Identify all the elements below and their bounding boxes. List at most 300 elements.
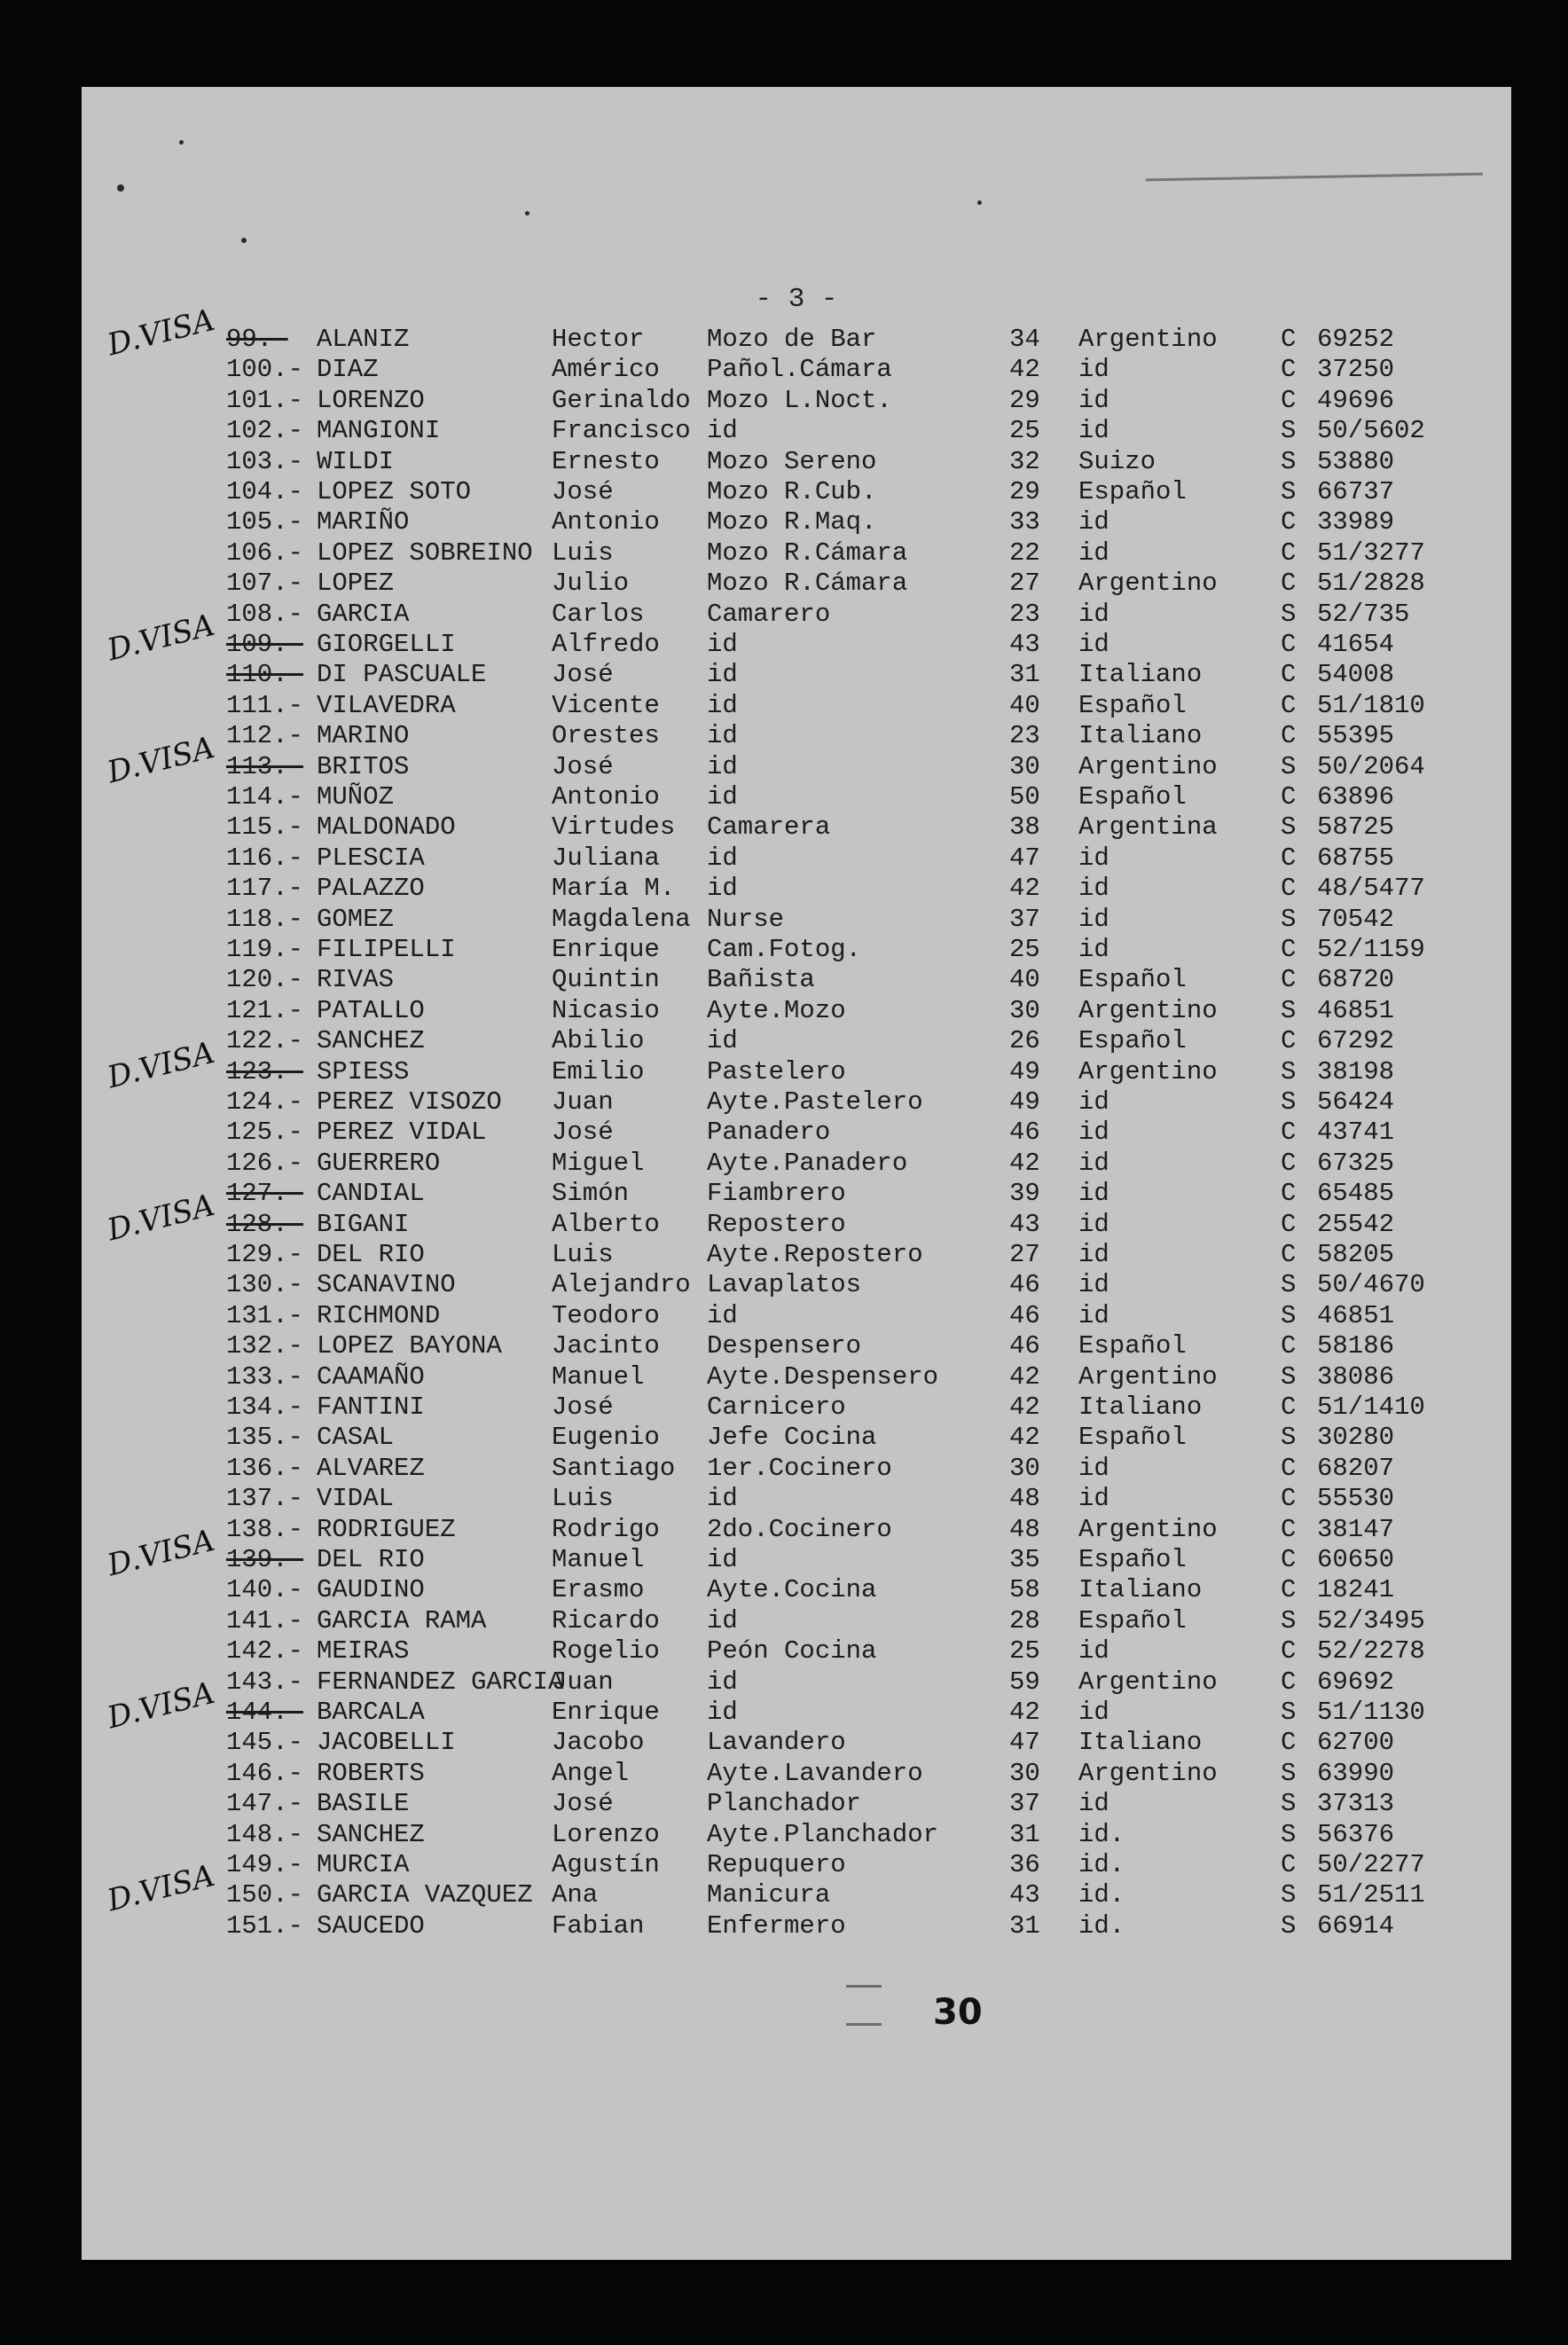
cell-nationality: id bbox=[1078, 385, 1109, 415]
cell-age: 23 bbox=[1009, 721, 1040, 751]
footer-page-number: 30 bbox=[933, 1992, 983, 2033]
cell-occupation: id bbox=[707, 416, 738, 446]
cell-name: SANCHEZ bbox=[317, 1819, 425, 1849]
cell-occupation: id bbox=[707, 1545, 738, 1574]
cell-age: 47 bbox=[1009, 843, 1040, 873]
cell-nationality: Español bbox=[1078, 782, 1187, 812]
cell-occupation: 2do.Cocinero bbox=[707, 1514, 892, 1544]
cell-first-name: Lorenzo bbox=[552, 1819, 660, 1849]
cell-occupation: Lavandero bbox=[707, 1728, 846, 1758]
cell-name: FILIPELLI bbox=[317, 935, 456, 964]
cell-num: 123.- bbox=[226, 1056, 304, 1086]
cell-first-name: Angel bbox=[552, 1758, 630, 1788]
cell-civil: C bbox=[1281, 935, 1297, 964]
cell-doc: 58205 bbox=[1317, 1240, 1395, 1269]
handwritten-annotation: D.VISA bbox=[104, 729, 218, 790]
table-row bbox=[82, 477, 1511, 507]
cell-occupation: id bbox=[707, 1300, 738, 1330]
cell-first-name: Gerinaldo bbox=[552, 385, 691, 415]
cell-civil: C bbox=[1281, 1545, 1297, 1574]
table-row bbox=[82, 1789, 1511, 1819]
cell-nationality: Argentino bbox=[1078, 1514, 1218, 1544]
cell-age: 46 bbox=[1009, 1331, 1040, 1361]
table-row bbox=[82, 447, 1511, 477]
cell-name: GUERRERO bbox=[317, 1148, 441, 1178]
table-row bbox=[82, 721, 1511, 751]
table-row bbox=[82, 1362, 1511, 1392]
table-row bbox=[82, 1575, 1511, 1605]
table-row bbox=[82, 1667, 1511, 1698]
cell-num: 114.- bbox=[226, 782, 304, 812]
cell-age: 43 bbox=[1009, 1209, 1040, 1239]
cell-age: 33 bbox=[1009, 507, 1040, 537]
cell-name: PEREZ VISOZO bbox=[317, 1087, 502, 1117]
cell-name: FERNANDEZ GARCIA bbox=[317, 1667, 564, 1697]
cell-first-name: Alberto bbox=[552, 1209, 660, 1239]
cell-civil: S bbox=[1281, 477, 1297, 506]
cell-civil: C bbox=[1281, 507, 1297, 537]
cell-name: BRITOS bbox=[317, 751, 410, 781]
cell-civil: S bbox=[1281, 1270, 1297, 1300]
cell-nationality: id bbox=[1078, 1453, 1109, 1483]
cell-doc: 68720 bbox=[1317, 965, 1395, 995]
handwritten-annotation: D.VISA bbox=[104, 1674, 218, 1737]
table-row bbox=[82, 1392, 1511, 1423]
cell-occupation: Ayte.Cocina bbox=[707, 1575, 877, 1605]
cell-civil: C bbox=[1281, 721, 1297, 751]
cell-first-name: Ricardo bbox=[552, 1605, 660, 1635]
cell-first-name: Luis bbox=[552, 1240, 614, 1269]
scan-line bbox=[1146, 173, 1483, 182]
cell-age: 42 bbox=[1009, 1392, 1040, 1422]
cell-nationality: Italiano bbox=[1078, 660, 1203, 690]
cell-occupation: Repuquero bbox=[707, 1850, 846, 1879]
table-row bbox=[82, 1850, 1511, 1880]
cell-num: 107.- bbox=[226, 569, 304, 599]
ink-speck bbox=[525, 211, 529, 216]
cell-civil: S bbox=[1281, 446, 1297, 476]
cell-name: LOPEZ SOTO bbox=[317, 477, 472, 506]
cell-age: 26 bbox=[1009, 1026, 1040, 1056]
cell-name: CASAL bbox=[317, 1423, 395, 1453]
table-row bbox=[82, 1026, 1511, 1056]
cell-num: 132.- bbox=[226, 1331, 304, 1361]
cell-age: 42 bbox=[1009, 874, 1040, 904]
cell-nationality: Español bbox=[1078, 1423, 1187, 1453]
cell-civil: C bbox=[1281, 630, 1297, 659]
cell-first-name: Francisco bbox=[552, 416, 691, 446]
cell-nationality: id bbox=[1078, 1270, 1109, 1300]
cell-doc: 51/3277 bbox=[1317, 537, 1425, 568]
cell-occupation: Pañol.Cámara bbox=[707, 355, 892, 385]
cell-name: GIORGELLI bbox=[317, 630, 456, 659]
cell-num: 151.- bbox=[226, 1910, 304, 1941]
cell-doc: 50/5602 bbox=[1317, 416, 1425, 446]
cell-doc: 63990 bbox=[1317, 1758, 1395, 1788]
cell-occupation: id bbox=[707, 1698, 738, 1727]
cell-nationality: Suizo bbox=[1078, 446, 1156, 476]
cell-age: 31 bbox=[1009, 1910, 1040, 1941]
cell-num: 118.- bbox=[226, 904, 304, 934]
cell-nationality: id bbox=[1078, 1179, 1109, 1209]
cell-doc: 52/2278 bbox=[1317, 1636, 1425, 1667]
cell-occupation: Mozo R.Cámara bbox=[707, 537, 908, 568]
cell-name: JACOBELLI bbox=[317, 1728, 456, 1758]
cell-nationality: Argentina bbox=[1078, 812, 1218, 843]
cell-doc: 67292 bbox=[1317, 1026, 1395, 1056]
cell-num: 108.- bbox=[226, 599, 304, 629]
cell-civil: C bbox=[1281, 660, 1297, 690]
cell-age: 49 bbox=[1009, 1056, 1040, 1086]
cell-nationality: Argentino bbox=[1078, 1361, 1218, 1392]
table-row bbox=[82, 935, 1511, 965]
cell-first-name: Alfredo bbox=[552, 630, 660, 659]
cell-num: 134.- bbox=[226, 1392, 304, 1422]
cell-name: BARCALA bbox=[317, 1698, 425, 1727]
cell-age: 29 bbox=[1009, 477, 1040, 506]
table-row bbox=[82, 1606, 1511, 1636]
cell-num: 143.- bbox=[226, 1667, 304, 1697]
cell-occupation: Planchador bbox=[707, 1789, 862, 1819]
cell-num: 120.- bbox=[226, 965, 304, 995]
cell-nationality: id bbox=[1078, 1087, 1109, 1117]
cell-name: MARIÑO bbox=[317, 507, 410, 537]
cell-age: 35 bbox=[1009, 1545, 1040, 1574]
cell-civil: S bbox=[1281, 1605, 1297, 1635]
cell-name: PEREZ VIDAL bbox=[317, 1118, 487, 1148]
cell-civil: S bbox=[1281, 995, 1297, 1025]
cell-occupation: Carnicero bbox=[707, 1392, 846, 1422]
cell-name: DI PASCUALE bbox=[317, 660, 487, 690]
cell-occupation: Despensero bbox=[707, 1331, 862, 1361]
cell-name: WILDI bbox=[317, 446, 395, 476]
cell-doc: 48/5477 bbox=[1317, 874, 1425, 904]
cell-age: 36 bbox=[1009, 1850, 1040, 1879]
cell-age: 29 bbox=[1009, 385, 1040, 415]
cell-civil: S bbox=[1281, 1300, 1297, 1330]
cell-occupation: Mozo R.Cámara bbox=[707, 569, 908, 599]
cell-age: 49 bbox=[1009, 1087, 1040, 1117]
cell-occupation: Jefe Cocina bbox=[707, 1423, 877, 1453]
cell-nationality: id bbox=[1078, 599, 1109, 629]
cell-name: GAUDINO bbox=[317, 1575, 425, 1605]
cell-age: 48 bbox=[1009, 1484, 1040, 1514]
cell-name: MANGIONI bbox=[317, 416, 441, 446]
cell-age: 46 bbox=[1009, 1270, 1040, 1300]
cell-num: 138.- bbox=[226, 1514, 304, 1544]
cell-doc: 53880 bbox=[1317, 446, 1395, 476]
cell-occupation: id bbox=[707, 843, 738, 873]
cell-num: 137.- bbox=[226, 1484, 304, 1514]
page-number: - 3 - bbox=[755, 284, 838, 315]
cell-civil: S bbox=[1281, 1789, 1297, 1819]
cell-first-name: Carlos bbox=[552, 599, 645, 629]
cell-first-name: Juan bbox=[552, 1087, 614, 1117]
cell-first-name: Rodrigo bbox=[552, 1514, 660, 1544]
table-row bbox=[82, 965, 1511, 995]
cell-num: 104.- bbox=[226, 477, 304, 506]
cell-doc: 25542 bbox=[1317, 1209, 1395, 1239]
cell-civil: S bbox=[1281, 1423, 1297, 1453]
cell-name: RIVAS bbox=[317, 965, 395, 995]
cell-doc: 18241 bbox=[1317, 1575, 1395, 1605]
cell-occupation: Mozo Sereno bbox=[707, 446, 877, 476]
cell-doc: 49696 bbox=[1317, 385, 1395, 415]
cell-name: CANDIAL bbox=[317, 1179, 425, 1209]
cell-occupation: Lavaplatos bbox=[707, 1270, 862, 1300]
cell-doc: 30280 bbox=[1317, 1423, 1395, 1453]
cell-nationality: Italiano bbox=[1078, 1728, 1203, 1758]
cell-nationality: Español bbox=[1078, 1545, 1187, 1574]
cell-doc: 65485 bbox=[1317, 1179, 1395, 1209]
cell-num: 122.- bbox=[226, 1026, 304, 1056]
table-row bbox=[82, 1301, 1511, 1331]
cell-age: 50 bbox=[1009, 782, 1040, 812]
table-row bbox=[82, 782, 1511, 812]
cell-num: 117.- bbox=[226, 874, 304, 904]
cell-age: 32 bbox=[1009, 446, 1040, 476]
cell-age: 25 bbox=[1009, 416, 1040, 446]
cell-num: 136.- bbox=[226, 1453, 304, 1483]
cell-num: 130.- bbox=[226, 1270, 304, 1300]
cell-num: 131.- bbox=[226, 1300, 304, 1330]
cell-first-name: Ana bbox=[552, 1880, 599, 1910]
table-row bbox=[82, 507, 1511, 537]
cell-age: 42 bbox=[1009, 1148, 1040, 1178]
cell-civil: S bbox=[1281, 812, 1297, 843]
cell-num: 129.- bbox=[226, 1240, 304, 1269]
cell-num: 147.- bbox=[226, 1789, 304, 1819]
table-row bbox=[82, 1423, 1511, 1453]
table-row bbox=[82, 569, 1511, 599]
cell-first-name: Luis bbox=[552, 537, 614, 568]
cell-name: ALVAREZ bbox=[317, 1453, 425, 1483]
cell-first-name: Erasmo bbox=[552, 1575, 645, 1605]
cell-nationality: Italiano bbox=[1078, 721, 1203, 751]
cell-first-name: Magdalena bbox=[552, 904, 691, 934]
cell-doc: 38198 bbox=[1317, 1056, 1395, 1086]
cell-name: SAUCEDO bbox=[317, 1910, 425, 1941]
cell-doc: 68207 bbox=[1317, 1453, 1395, 1483]
cell-first-name: José bbox=[552, 1789, 614, 1819]
cell-civil: S bbox=[1281, 599, 1297, 629]
table-row bbox=[82, 874, 1511, 904]
handwritten-annotation: D.VISA bbox=[104, 607, 218, 669]
cell-age: 42 bbox=[1009, 1423, 1040, 1453]
cell-nationality: id. bbox=[1078, 1910, 1125, 1941]
cell-age: 46 bbox=[1009, 1300, 1040, 1330]
cell-nationality: id bbox=[1078, 874, 1109, 904]
cell-occupation: Ayte.Planchador bbox=[707, 1819, 939, 1849]
table-row bbox=[82, 905, 1511, 935]
cell-doc: 70542 bbox=[1317, 904, 1395, 934]
cell-num: 127.- bbox=[226, 1179, 304, 1209]
cell-first-name: José bbox=[552, 477, 614, 506]
cell-first-name: José bbox=[552, 1392, 614, 1422]
cell-first-name: Luis bbox=[552, 1484, 614, 1514]
cell-doc: 33989 bbox=[1317, 507, 1395, 537]
cell-nationality: id bbox=[1078, 1698, 1109, 1727]
cell-age: 42 bbox=[1009, 1361, 1040, 1392]
cell-nationality: id. bbox=[1078, 1819, 1125, 1849]
cell-civil: C bbox=[1281, 325, 1297, 354]
table-row bbox=[82, 386, 1511, 416]
cell-doc: 46851 bbox=[1317, 1300, 1395, 1330]
cell-age: 25 bbox=[1009, 1636, 1040, 1667]
cell-civil: C bbox=[1281, 843, 1297, 873]
cell-occupation: 1er.Cocinero bbox=[707, 1453, 892, 1483]
cell-civil: S bbox=[1281, 416, 1297, 446]
cell-civil: C bbox=[1281, 385, 1297, 415]
cell-age: 23 bbox=[1009, 599, 1040, 629]
cell-num: 101.- bbox=[226, 385, 304, 415]
cell-doc: 51/1810 bbox=[1317, 690, 1425, 720]
cell-civil: C bbox=[1281, 1728, 1297, 1758]
cell-occupation: id bbox=[707, 690, 738, 720]
cell-name: FANTINI bbox=[317, 1392, 425, 1422]
cell-doc: 38086 bbox=[1317, 1361, 1395, 1392]
cell-age: 27 bbox=[1009, 1240, 1040, 1269]
cell-civil: C bbox=[1281, 1392, 1297, 1422]
cell-num: 128.- bbox=[226, 1209, 304, 1239]
cell-age: 34 bbox=[1009, 325, 1040, 354]
cell-name: VIDAL bbox=[317, 1484, 395, 1514]
cell-nationality: id bbox=[1078, 843, 1109, 873]
handwritten-annotation: D.VISA bbox=[104, 1187, 218, 1248]
cell-name: BASILE bbox=[317, 1789, 410, 1819]
cell-name: DEL RIO bbox=[317, 1240, 425, 1269]
cell-num: 109.- bbox=[226, 630, 304, 659]
cell-age: 31 bbox=[1009, 660, 1040, 690]
cell-num: 145.- bbox=[226, 1728, 304, 1758]
cell-age: 30 bbox=[1009, 995, 1040, 1025]
cell-nationality: Argentino bbox=[1078, 751, 1218, 781]
cell-civil: C bbox=[1281, 569, 1297, 599]
table-row bbox=[82, 1118, 1511, 1148]
cell-occupation: Peón Cocina bbox=[707, 1636, 877, 1667]
cell-occupation: id bbox=[707, 1026, 738, 1056]
table-row bbox=[82, 1270, 1511, 1300]
table-row bbox=[82, 691, 1511, 721]
cell-first-name: Vicente bbox=[552, 690, 660, 720]
cell-num: 121.- bbox=[226, 995, 304, 1025]
cell-civil: C bbox=[1281, 782, 1297, 812]
cell-first-name: José bbox=[552, 1118, 614, 1148]
cell-nationality: Argentino bbox=[1078, 1758, 1218, 1788]
scan-mark bbox=[846, 1985, 882, 2026]
cell-first-name: Rogelio bbox=[552, 1636, 660, 1667]
cell-nationality: id bbox=[1078, 1118, 1109, 1148]
cell-name: LOPEZ BAYONA bbox=[317, 1331, 502, 1361]
cell-age: 48 bbox=[1009, 1514, 1040, 1544]
cell-occupation: Manicura bbox=[707, 1880, 831, 1910]
cell-civil: C bbox=[1281, 1514, 1297, 1544]
cell-nationality: Argentino bbox=[1078, 995, 1218, 1025]
cell-nationality: Argentino bbox=[1078, 569, 1218, 599]
cell-nationality: id bbox=[1078, 416, 1109, 446]
cell-occupation: Ayte.Repostero bbox=[707, 1240, 923, 1269]
cell-civil: C bbox=[1281, 1240, 1297, 1269]
cell-first-name: Juan bbox=[552, 1667, 614, 1697]
cell-num: 149.- bbox=[226, 1850, 304, 1879]
cell-occupation: Camarero bbox=[707, 599, 831, 629]
cell-name: BIGANI bbox=[317, 1209, 410, 1239]
cell-occupation: id bbox=[707, 721, 738, 751]
cell-age: 30 bbox=[1009, 751, 1040, 781]
cell-name: MUÑOZ bbox=[317, 782, 395, 812]
cell-name: CAAMAÑO bbox=[317, 1361, 425, 1392]
cell-nationality: Español bbox=[1078, 1331, 1187, 1361]
cell-name: RODRIGUEZ bbox=[317, 1514, 456, 1544]
cell-nationality: Español bbox=[1078, 477, 1187, 506]
cell-occupation: id bbox=[707, 1484, 738, 1514]
cell-age: 43 bbox=[1009, 630, 1040, 659]
cell-doc: 46851 bbox=[1317, 995, 1395, 1025]
table-row bbox=[82, 1484, 1511, 1514]
cell-civil: S bbox=[1281, 751, 1297, 781]
cell-doc: 58725 bbox=[1317, 812, 1395, 843]
table-row bbox=[82, 1759, 1511, 1789]
cell-doc: 50/4670 bbox=[1317, 1270, 1425, 1300]
cell-name: ROBERTS bbox=[317, 1758, 425, 1788]
cell-name: SANCHEZ bbox=[317, 1026, 425, 1056]
cell-first-name: Emilio bbox=[552, 1056, 645, 1086]
cell-doc: 67325 bbox=[1317, 1148, 1395, 1178]
cell-doc: 69252 bbox=[1317, 325, 1395, 354]
cell-num: 112.- bbox=[226, 721, 304, 751]
table-row bbox=[82, 538, 1511, 569]
cell-civil: C bbox=[1281, 1667, 1297, 1697]
cell-num: 106.- bbox=[226, 537, 304, 568]
cell-first-name: Quintin bbox=[552, 965, 660, 995]
table-row bbox=[82, 600, 1511, 630]
cell-first-name: José bbox=[552, 660, 614, 690]
cell-doc: 55530 bbox=[1317, 1484, 1395, 1514]
cell-occupation: Mozo L.Noct. bbox=[707, 385, 892, 415]
cell-nationality: Argentino bbox=[1078, 325, 1218, 354]
cell-civil: S bbox=[1281, 1087, 1297, 1117]
cell-doc: 58186 bbox=[1317, 1331, 1395, 1361]
cell-doc: 50/2064 bbox=[1317, 751, 1425, 781]
cell-name: PLESCIA bbox=[317, 843, 425, 873]
cell-occupation: id bbox=[707, 630, 738, 659]
table-row bbox=[82, 1820, 1511, 1850]
table-row bbox=[82, 1880, 1511, 1910]
cell-doc: 68755 bbox=[1317, 843, 1395, 873]
cell-first-name: Américo bbox=[552, 355, 660, 385]
cell-nationality: id bbox=[1078, 1484, 1109, 1514]
cell-num: 102.- bbox=[226, 416, 304, 446]
cell-first-name: Alejandro bbox=[552, 1270, 691, 1300]
table-row bbox=[82, 325, 1511, 355]
cell-occupation: id bbox=[707, 1605, 738, 1635]
cell-doc: 52/1159 bbox=[1317, 935, 1425, 964]
cell-first-name: Hector bbox=[552, 325, 645, 354]
cell-age: 27 bbox=[1009, 569, 1040, 599]
cell-num: 125.- bbox=[226, 1118, 304, 1148]
cell-num: 111.- bbox=[226, 690, 304, 720]
cell-name: MALDONADO bbox=[317, 812, 456, 843]
cell-civil: C bbox=[1281, 1026, 1297, 1056]
ink-speck bbox=[179, 140, 184, 145]
cell-doc: 52/3495 bbox=[1317, 1605, 1425, 1635]
cell-civil: C bbox=[1281, 1453, 1297, 1483]
table-row bbox=[82, 1087, 1511, 1118]
cell-nationality: Español bbox=[1078, 1605, 1187, 1635]
cell-civil: C bbox=[1281, 537, 1297, 568]
cell-first-name: Antonio bbox=[552, 782, 660, 812]
cell-first-name: Juliana bbox=[552, 843, 660, 873]
